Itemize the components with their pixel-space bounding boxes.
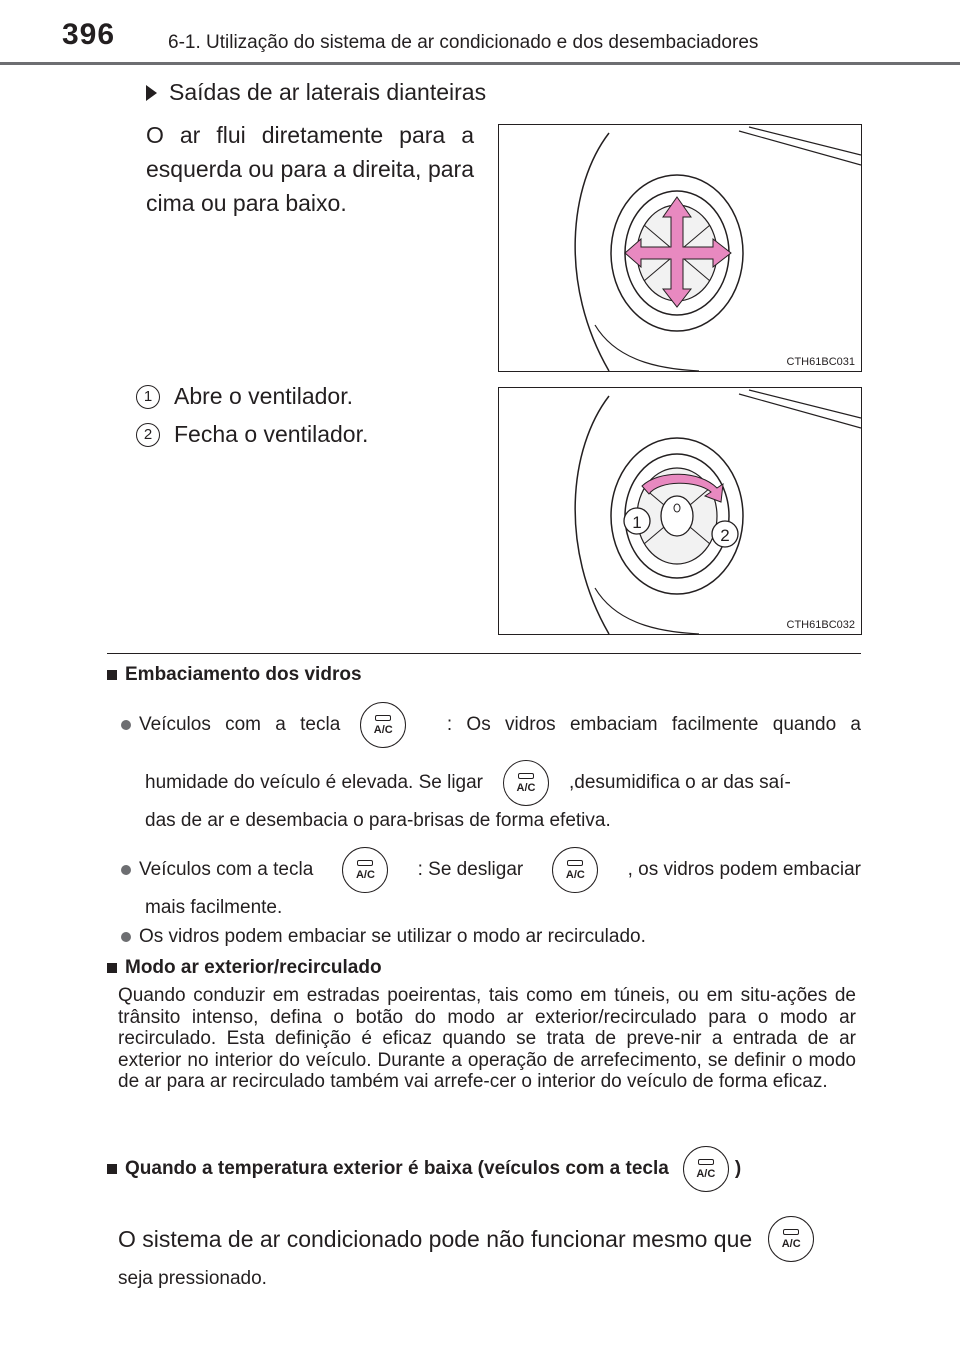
list-item [136, 421, 368, 448]
text: Veículos com a tecla [139, 859, 314, 880]
figure-code: CTH61BC032 [786, 619, 855, 631]
ac-button-icon [503, 760, 549, 806]
section-title-recirculation [107, 957, 382, 979]
text: , os vidros podem embaciar [627, 859, 861, 880]
triangle-bullet-icon [146, 85, 157, 101]
ac-button-icon [683, 1146, 729, 1192]
text: humidade do veículo é elevada. Se ligar [145, 772, 484, 793]
text: : Se desligar [417, 859, 524, 880]
list-item-text: Abre o ventilador. [174, 383, 354, 409]
section-title-low-temperature [107, 1146, 741, 1192]
header-rule [0, 62, 960, 65]
section-title-text: Embaciamento dos vidros [125, 664, 362, 685]
text: : Os vidros embaciam facilmente quando a [446, 714, 861, 735]
fogging-bullet-1-line2 [145, 760, 791, 806]
section-title-text: ) [734, 1158, 742, 1179]
low-temp-line1 [118, 1216, 814, 1262]
side-vents-description: O ar flui diretamente para a esquerda ou para a direita, para cima ou para baixo. [146, 122, 474, 216]
ac-button-icon [360, 702, 406, 748]
ac-button-icon [552, 847, 598, 893]
fogging-bullet-2-line1 [121, 847, 861, 893]
square-bullet-icon [107, 670, 117, 680]
text: Os vidros podem embaciar se utilizar o modo ar recirculado. [139, 926, 646, 947]
figure-vent-dial [498, 387, 862, 635]
text: O sistema de ar condicionado pode não funcionar mesmo que [118, 1225, 753, 1252]
ac-button-label: A/C [781, 1237, 801, 1250]
fogging-bullet-3 [121, 926, 646, 948]
ac-button-label: A/C [516, 781, 536, 794]
list-item [136, 383, 353, 410]
ac-button-label: A/C [373, 723, 393, 736]
text: ,desumidifica o ar das saí- [569, 772, 791, 793]
vent-direction-illustration [499, 125, 861, 371]
square-bullet-icon [107, 963, 117, 973]
circle-bullet-icon [121, 932, 131, 942]
page-number: 396 [62, 18, 116, 51]
section-title-text: Modo ar exterior/recirculado [125, 957, 382, 978]
section-divider [107, 653, 861, 654]
ac-button-label: A/C [696, 1167, 716, 1180]
vent-dial-illustration [499, 388, 861, 634]
section-title-fogging [107, 664, 362, 686]
ac-button-label: A/C [565, 868, 585, 881]
fogging-bullet-1-line1 [121, 702, 861, 748]
square-bullet-icon [107, 1164, 117, 1174]
ac-button-label: A/C [355, 868, 375, 881]
callout-2-label: 2 [720, 526, 730, 545]
figure-vent-directions [498, 124, 862, 372]
callout-number-1: 1 [136, 385, 160, 409]
ac-button-icon [768, 1216, 814, 1262]
chapter-title: 6-1. Utilização do sistema de ar condicionado e dos desembaciadores [168, 32, 759, 53]
callout-1-label: 1 [632, 513, 642, 532]
side-vents-heading-text: Saídas de ar laterais dianteiras [169, 79, 487, 105]
callout-number-2: 2 [136, 423, 160, 447]
fogging-bullet-1-line3: das de ar e desembacia o para-brisas de forma efetiva. [145, 810, 611, 831]
fogging-bullet-2-line2: mais facilmente. [145, 897, 283, 918]
circle-bullet-icon [121, 865, 131, 875]
circle-bullet-icon [121, 720, 131, 730]
text: Veículos com a tecla [139, 714, 341, 735]
figure-code: CTH61BC031 [786, 356, 855, 368]
recirculation-paragraph: Quando conduzir em estradas poeirentas, tais como em túneis, ou em situ-ações de trânsito intenso, defina o botão do modo ar exterior/recirculado para o modo ar recirculado. Esta definição é eficaz quando se trata de preve-nir a entrada de ar exterior no interior do veículo. Durante a operação de arrefecimento, se definir o modo de ar para ar recirculado também vai arrefe-cer o interior do veículo de forma eficaz. [118, 985, 856, 1092]
low-temp-line2: seja pressionado. [118, 1268, 267, 1289]
section-title-text: Quando a temperatura exterior é baixa (veículos com a tecla [125, 1158, 669, 1179]
ac-button-icon [342, 847, 388, 893]
list-item-text: Fecha o ventilador. [174, 421, 369, 447]
side-vents-heading [146, 79, 486, 106]
